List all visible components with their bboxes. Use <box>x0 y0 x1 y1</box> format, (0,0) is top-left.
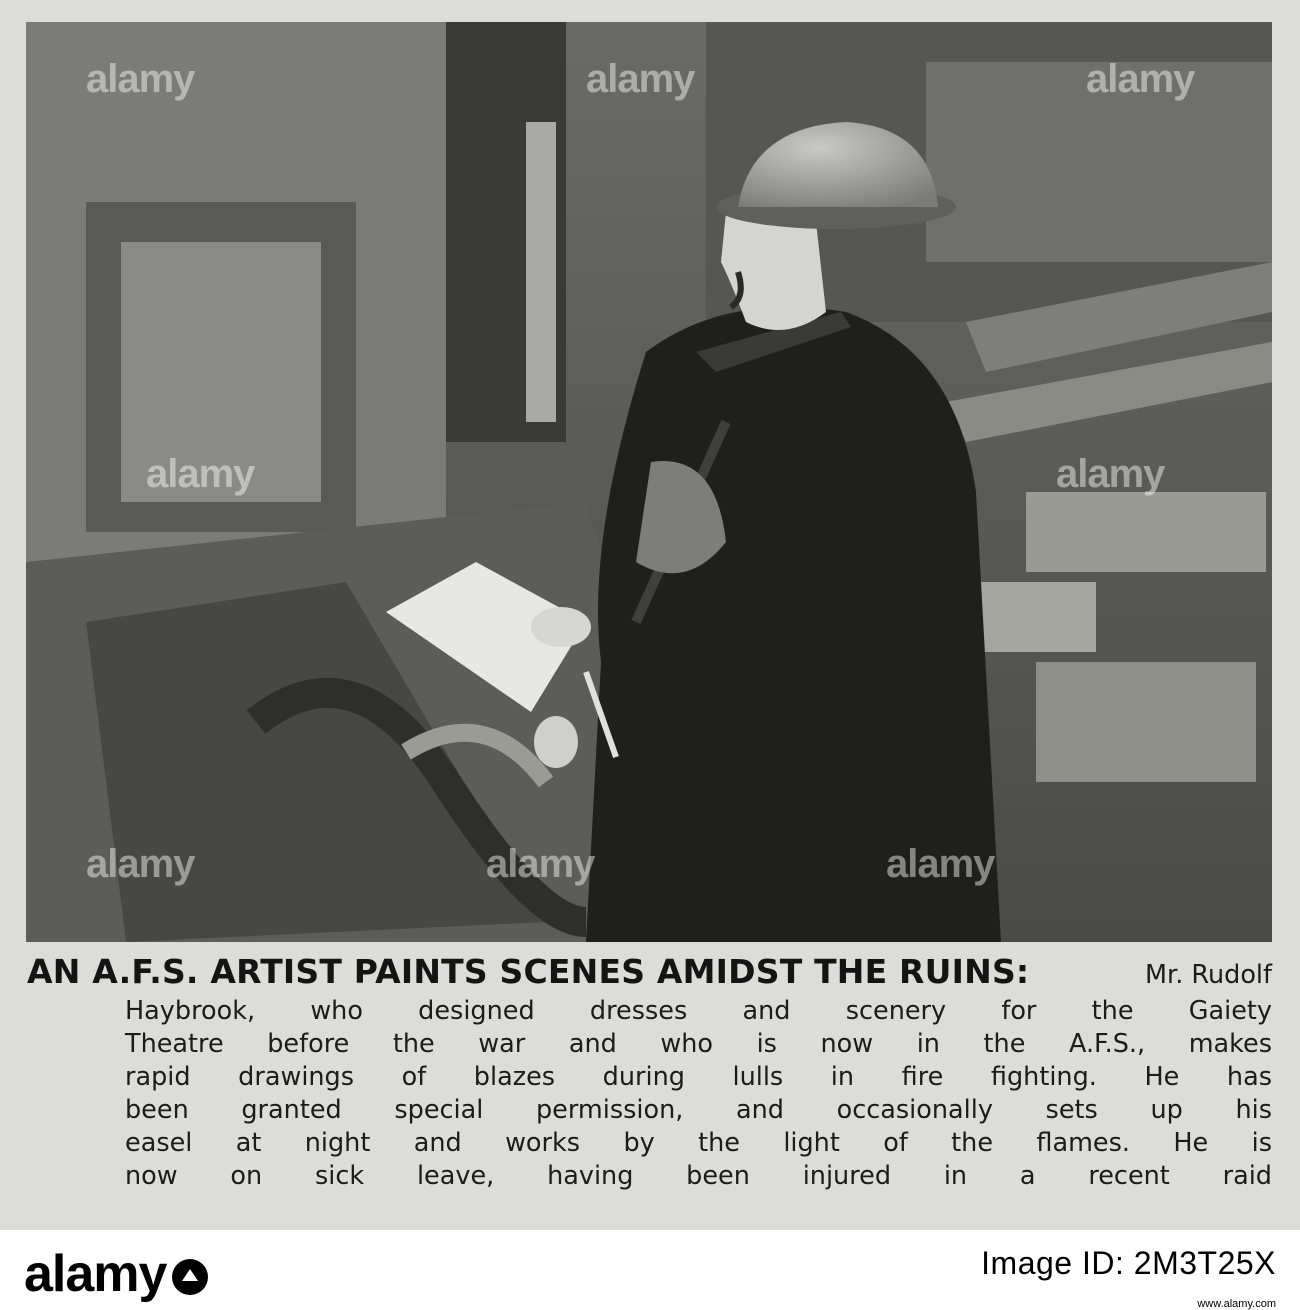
photograph <box>26 22 1272 942</box>
image-id: Image ID: 2M3T25X <box>981 1245 1276 1281</box>
caption-lead: Mr. Rudolf <box>1145 960 1272 990</box>
caption-line: Theatre before the war and who is now in the A.F.S., makes <box>125 1029 1272 1059</box>
watermark-label: alamy <box>886 842 995 886</box>
caption-line: Haybrook, who designed dresses and scenery for the Gaiety <box>125 996 1272 1026</box>
caption-line: rapid drawings of blazes during lulls in fire fighting. He has <box>125 1062 1272 1092</box>
watermark-label: alamy <box>86 842 195 886</box>
watermark-label: alamy <box>486 842 595 886</box>
alamy-mark-icon <box>170 1257 210 1297</box>
watermark-label: alamy <box>1056 452 1165 496</box>
stock-footer <box>0 1230 1300 1310</box>
watermark-label: alamy <box>586 57 695 101</box>
watermark-label: alamy <box>86 57 195 101</box>
photo-caption <box>27 952 1272 1193</box>
caption-line: been granted special permission, and occasionally sets up his <box>125 1095 1272 1125</box>
logo-text: alamy <box>24 1245 167 1303</box>
footer-url[interactable]: www.alamy.com <box>1197 1298 1276 1310</box>
alamy-logo[interactable] <box>24 1244 210 1304</box>
caption-line: easel at night and works by the light of the flames. He is <box>125 1128 1272 1158</box>
watermark-label: alamy <box>1086 57 1195 101</box>
image-id-block <box>981 1246 1276 1280</box>
caption-headline: AN A.F.S. ARTIST PAINTS SCENES AMIDST THE RUINS: <box>27 952 1030 991</box>
caption-first-line <box>27 952 1272 995</box>
caption-line: now on sick leave, having been injured in a recent raid <box>125 1161 1272 1191</box>
watermark-label: alamy <box>146 452 255 496</box>
